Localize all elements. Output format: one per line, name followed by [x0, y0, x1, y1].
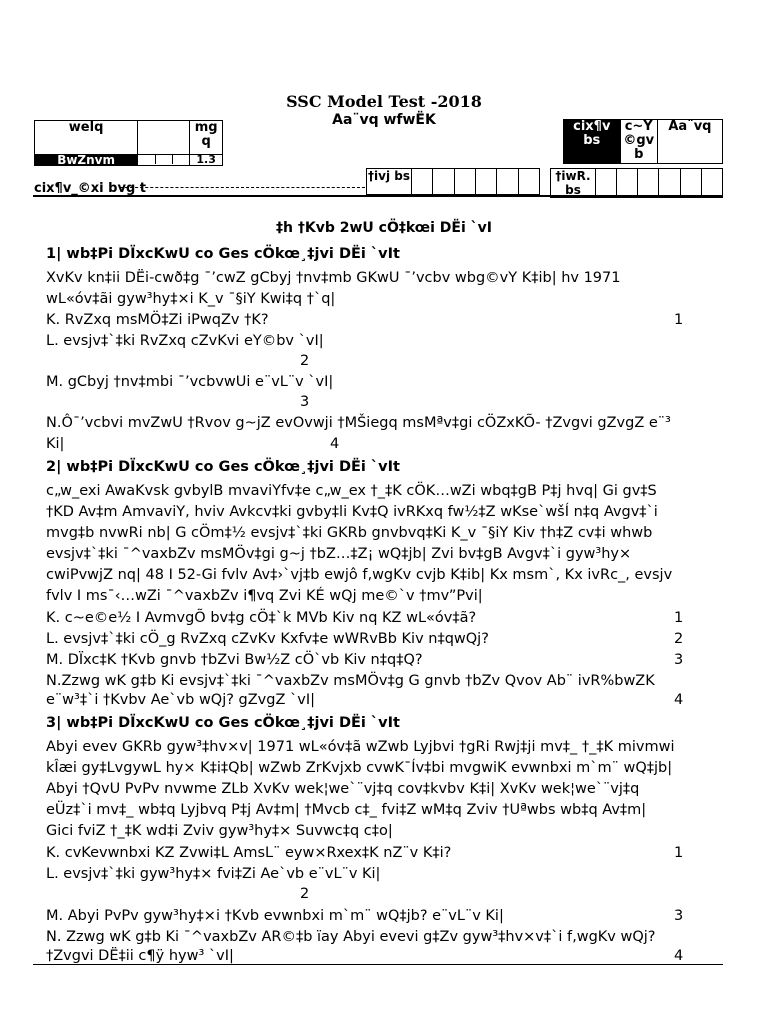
candidate-name-label: cix¶v_©xi bvg t: [34, 181, 146, 196]
question-stem-line: kÎæi gy‡LvgywL hy× K‡i‡Qb| wZwb ZrKvjxb cvwK¯Ív‡bi mvgwiK evwnbxi m`m¨ wQ‡jb|: [46, 760, 673, 776]
name-dotted-line: [120, 187, 365, 188]
question-mark: 3: [300, 394, 310, 410]
full-marks-label: c~Y ©gv b: [620, 120, 657, 164]
bw-number: 1.3: [190, 155, 223, 166]
question-item: K. RvZxq msMÖ‡Zi iPwqZv †K?: [46, 312, 269, 328]
question-item-continued: e¨w³‡`i †Kvbv Ae`vb wQj? gZvgZ `vI|: [46, 692, 316, 708]
question-heading: 1| wb‡Pi DÏxcKwU co Ges cÖkœ¸‡jvi DËi `vIt: [46, 246, 400, 262]
question-stem-line: wL«óv‡ãi gyw³hy‡×i K_v ¯§iY Kwi‡q †`q|: [46, 291, 336, 307]
question-item: M. Abyi PvPv gyw³hy‡×i †Kvb evwnbxi m`m¨ wQ‡jb? e¨vL¨v Ki|: [46, 908, 504, 924]
question-stem-line: XvKv kn‡ii DËi-cwð‡g ¯’cwZ gCbyj †nv‡mb GKwU ¯’vcbv wbg©vY K‡ib| hv 1971: [46, 270, 621, 286]
bw-label: BwZnvm: [35, 155, 138, 166]
welq-label: welq: [35, 121, 138, 155]
chapter-label: Aa¨vq: [657, 120, 722, 164]
question-item: K. cvKevwnbxi KZ Zvwi‡L AmsL¨ eyw×Rxex‡K nZ¨v K‡i?: [46, 845, 452, 861]
question-stem-line: Gici fviZ †_‡K wd‡i Zviv gyw³hy‡× Suvwc‡q c‡o|: [46, 823, 393, 839]
question-mark: 2: [300, 353, 310, 369]
question-mark: 1: [674, 312, 684, 328]
question-heading: 2| wb‡Pi DÏxcKwU co Ges cÖkœ¸‡jvi DËi `vIt: [46, 459, 400, 475]
question-item: M. DÏxc‡K †Kvb gnvb †bZvi Bw½Z cÖ`vb Kiv n‡q‡Q?: [46, 652, 423, 668]
question-stem-line: evsjv‡`‡ki ¯^vaxbZv msMÖv‡gi g~j †bZ…‡Z¡ wQ‡jb| Zvi bv‡gB Avgv‡`i gyw³hy×: [46, 546, 632, 562]
question-mark: 2: [674, 631, 684, 647]
question-mark: 4: [674, 948, 684, 964]
exam-title: SSC Model Test -2018: [286, 92, 482, 111]
question-stem-line: fvlv I ms¯‹…wZi ¯^vaxbZv i¶vq Zvi KÉ wQj me©`v †mv”Pvi|: [46, 588, 483, 604]
question-mark: 2: [300, 886, 310, 902]
question-mark: 1: [674, 845, 684, 861]
question-item-continued: Ki|: [46, 436, 65, 452]
question-mark: 1: [674, 610, 684, 626]
question-item: M. gCbyj †nv‡mbi ¯’vcbvwUi e¨vL¨v `vI|: [46, 374, 334, 390]
roll-label: †ivj bs: [367, 169, 412, 195]
question-mark: 3: [674, 908, 684, 924]
instruction-heading: ‡h †Kvb 2wU cÖ‡kœi DËi `vI: [276, 220, 492, 236]
question-stem-line: Abyi evev GKRb gyw³‡hv×v| 1971 wL«óv‡ã wZwb Lyjbvi †gRi Rwj‡ji mv‡_ †_‡K mivmwi: [46, 739, 675, 755]
registration-number-box: [550, 168, 723, 198]
question-mark: 3: [674, 652, 684, 668]
question-heading: 3| wb‡Pi DÏxcKwU co Ges cÖkœ¸‡jvi DËi `vIt: [46, 715, 400, 731]
question-item: L. evsjv‡`‡ki gyw³hy‡× fvi‡Zi Ae`vb e¨vL¨v Ki|: [46, 866, 381, 882]
question-stem-line: †KD Av‡m AmvaviY, hviv Avkcv‡ki gvby‡li Kv‡Q ivRKxq fw½‡Z wKse`wšÍ n‡q Avgv‡`i: [46, 504, 658, 520]
question-mark: 4: [330, 436, 340, 452]
question-stem-line: mvg‡b nvwRi nb| G cÖm‡½ evsjv‡`‡ki GKRb gnvbvq‡Ki K_v ¯§iY Kiv †h‡Z cv‡i whwb: [46, 525, 653, 541]
marks-box: [563, 119, 723, 164]
question-mark: 4: [674, 692, 684, 708]
question-stem-line: cwiPvwjZ nq| 48 I 52-Gi fvlv Av‡›`vj‡b ewjô f‚wgKv cvjb K‡ib| Kx msm`, Kx ivRc_, evsjv: [46, 567, 673, 583]
question-stem-line: eÜz‡`i mv‡_ wb‡q Lyjbvq P‡j Av‡m| †Mvcb c‡_ fvi‡Z wM‡q Zviv †Uªwbs wb‡q Av‡m|: [46, 802, 647, 818]
question-item: L. evsjv‡`‡ki cÖ_g RvZxq cZvKv Kxfv‡e wWRvBb Kiv n‡qwQj?: [46, 631, 489, 647]
question-item: L. evsjv‡`‡ki RvZxq cZvKvi eY©bv `vI|: [46, 333, 324, 349]
question-item: N. Zzwg wK g‡b Ki ¯^vaxbZv AR©‡b ïay Abyi evevi g‡Zv gyw³‡hv×v‡`i f‚wgKv wQj?: [46, 929, 656, 945]
footer-rule: [33, 964, 723, 965]
question-item: K. c~e©e½ I AvmvgÕ bv‡g cÖ‡`k MVb Kiv nq KZ wL«óv‡ã?: [46, 610, 477, 626]
header-divider: [33, 195, 723, 197]
question-item: N.Zzwg wK g‡b Ki evsjv‡`‡ki ¯^vaxbZv msMÖv‡g G gnvb †bZv Qvov Ab¨ ivR%bwZK: [46, 673, 655, 689]
question-stem-line: Abyi †QvU PvPv nvwme ZLb XvKv wek¦we`¨vj‡q cov‡kvbv K‡i| XvKv wek¦we`¨vj‡q: [46, 781, 640, 797]
roll-number-box: [366, 168, 540, 195]
mg-label: mg q: [190, 121, 223, 155]
subject-code-box: [34, 120, 223, 166]
question-item: N.Ô¯’vcbvi mvZwU †Rvov g~jZ evOvwji †MŠiegq msMªv‡gi cÖZxKÕ- †Zvgvi gZvgZ e¨³: [46, 415, 671, 431]
exam-no-label: cix¶v bs: [564, 120, 621, 164]
question-stem-line: c„w_exi AwaKvsk gvbylB mvaviYfv‡e c„w_ex †_‡K cÖK…wZi wbq‡gB P‡j hvq| Gi gv‡S: [46, 483, 657, 499]
subject-name: Aa¨vq wfwËK: [332, 112, 436, 128]
registration-label: †iwR. bs: [551, 169, 596, 198]
question-item-continued: †Zvgvi DË‡ii c¶ÿ hyw³ `vI|: [46, 948, 234, 964]
